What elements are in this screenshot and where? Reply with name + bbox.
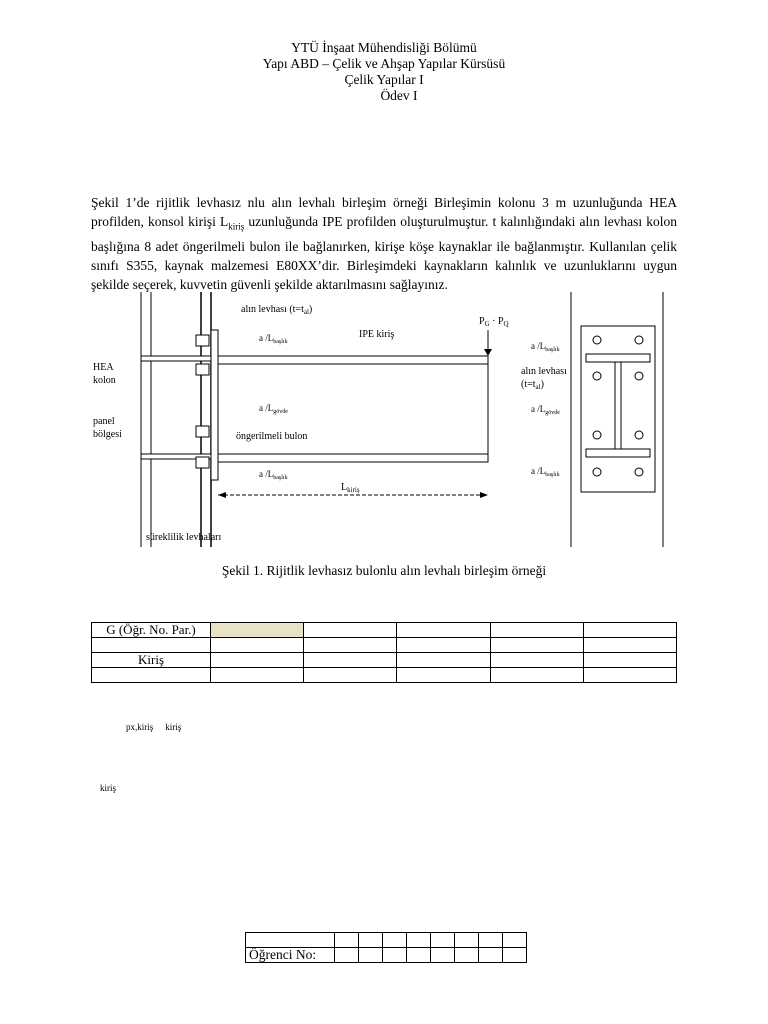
parameter-table <box>91 622 677 683</box>
label-weld-section-bottom: a $/L_{başlık}$ <box>531 466 560 478</box>
value-cell[interactable] <box>490 638 583 653</box>
label-weld-flange-top: a $/L_{başlık}$ <box>259 333 288 345</box>
digit-cell[interactable] <box>383 933 407 948</box>
label-bolt: öngerilmeli bulon <box>236 431 308 442</box>
header-department: YTÜ İnşaat Mühendisliği Bölümü <box>291 40 477 55</box>
value-cell[interactable] <box>211 653 304 668</box>
value-cell[interactable] <box>304 653 397 668</box>
header-assignment: Ödev I <box>380 88 418 103</box>
digit-cell[interactable] <box>335 948 359 963</box>
note-line-1 <box>126 722 181 732</box>
value-cell[interactable] <box>304 623 397 638</box>
value-cell[interactable] <box>397 638 490 653</box>
connection-figure <box>91 292 681 547</box>
value-cell[interactable] <box>583 653 676 668</box>
digit-cell[interactable] <box>455 948 479 963</box>
value-cell[interactable] <box>583 623 676 638</box>
paragraph-part2: uzunluğunda IPE profilden oluşturulmuştur. t kalınlığındaki alın levhası kolon başlığına 8 adet öngerilmeli bulon ile bağlanırken, kirişe köşe kaynaklar ile bağlanmıştır. Kullanılan çelik sınıfı S355, kaynak malzemesi E80XX’dir. Birleşimdeki kaynakların kalınlık ve uzunluklarını uygun şekilde seçerek, kuvvetin güvenli şekilde aktarılmasını sağlayınız. <box>91 214 677 292</box>
digit-cell[interactable] <box>335 933 359 948</box>
paragraph-part1: Şekil 1’de rijitlik levhasız nlu alın levhalı birleşim örneği Birleşimin kolonu 3 m uzunluğunda HEA profilden, konsol kirişi L <box>91 195 677 229</box>
label-weld-section-top: a $/L_{başlık}$ <box>531 341 560 353</box>
label-kolon: kolon <box>93 375 116 386</box>
value-cell[interactable] <box>583 638 676 653</box>
header-division: Yapı ABD – Çelik ve Ahşap Yapılar Kürsüsü <box>262 56 506 71</box>
label-sureklilik: süreklilik levhaları <box>146 532 222 543</box>
digit-cell[interactable] <box>407 933 431 948</box>
value-cell[interactable] <box>490 668 583 683</box>
table-row <box>92 653 677 668</box>
value-cell[interactable] <box>304 668 397 683</box>
digit-cell[interactable] <box>407 948 431 963</box>
label-alin-top: alın levhası $(t=t_{al})$ <box>241 304 313 316</box>
label-panel: panel <box>93 416 115 427</box>
assignment-paragraph <box>91 193 677 294</box>
figure-caption: Şekil 1. Rijitlik levhasız bulonlu alın levhalı birleşim örneği <box>221 563 547 578</box>
digit-cell[interactable] <box>479 948 503 963</box>
label-weld-web: a $/L_{gövde}$ <box>259 403 288 415</box>
table-row <box>92 623 677 638</box>
label-alin-right-2: $(t=t_{al})$ <box>521 379 544 391</box>
value-cell[interactable] <box>397 668 490 683</box>
value-cell[interactable] <box>397 623 490 638</box>
label-ipe: IPE kiriş <box>359 329 395 340</box>
digit-cell[interactable] <box>503 933 527 948</box>
value-cell[interactable] <box>583 668 676 683</box>
row-label-g: G (Öğr. No. Par.) <box>92 623 211 638</box>
note-kiris: kiriş <box>165 722 182 732</box>
value-cell[interactable] <box>92 668 211 683</box>
value-cell[interactable] <box>490 623 583 638</box>
value-cell[interactable] <box>397 653 490 668</box>
digit-cell[interactable] <box>431 933 455 948</box>
digit-cell[interactable] <box>359 933 383 948</box>
digit-cell[interactable] <box>431 948 455 963</box>
table-row <box>246 933 527 948</box>
table-row <box>92 638 677 653</box>
label-bolgesi: bölgesi <box>93 429 122 440</box>
digit-cell[interactable] <box>479 933 503 948</box>
label-alin-right-1: alın levhası <box>521 366 567 377</box>
digit-cell[interactable] <box>383 948 407 963</box>
student-label: Öğrenci No: <box>246 948 335 963</box>
note-px-kiris: px,kiriş <box>126 722 154 732</box>
label-load: $P_G \cdot P_Q$ <box>479 316 509 328</box>
value-cell[interactable] <box>211 668 304 683</box>
label-lkiris: $L_{kiriş}$ <box>341 482 360 494</box>
value-cell[interactable] <box>211 638 304 653</box>
value-cell[interactable] <box>304 638 397 653</box>
student-number-table <box>245 932 527 963</box>
note-line-2: kiriş <box>100 783 117 793</box>
table-row <box>92 668 677 683</box>
value-cell[interactable] <box>490 653 583 668</box>
label-weld-section-web: a $/L_{gövde}$ <box>531 404 560 416</box>
g-cell[interactable] <box>211 623 304 638</box>
student-label-top-cell <box>246 933 335 948</box>
value-cell[interactable] <box>92 638 211 653</box>
table-row <box>246 948 527 963</box>
header-course: Çelik Yapılar I <box>344 72 424 87</box>
digit-cell[interactable] <box>455 933 479 948</box>
digit-cell[interactable] <box>503 948 527 963</box>
label-hea: HEA <box>93 362 114 373</box>
label-weld-flange-bottom: a $/L_{başlık}$ <box>259 469 288 481</box>
paragraph-sub: kiriş <box>228 221 245 232</box>
row-label-kiris: Kiriş <box>92 653 211 668</box>
document-header <box>0 40 768 104</box>
digit-cell[interactable] <box>359 948 383 963</box>
